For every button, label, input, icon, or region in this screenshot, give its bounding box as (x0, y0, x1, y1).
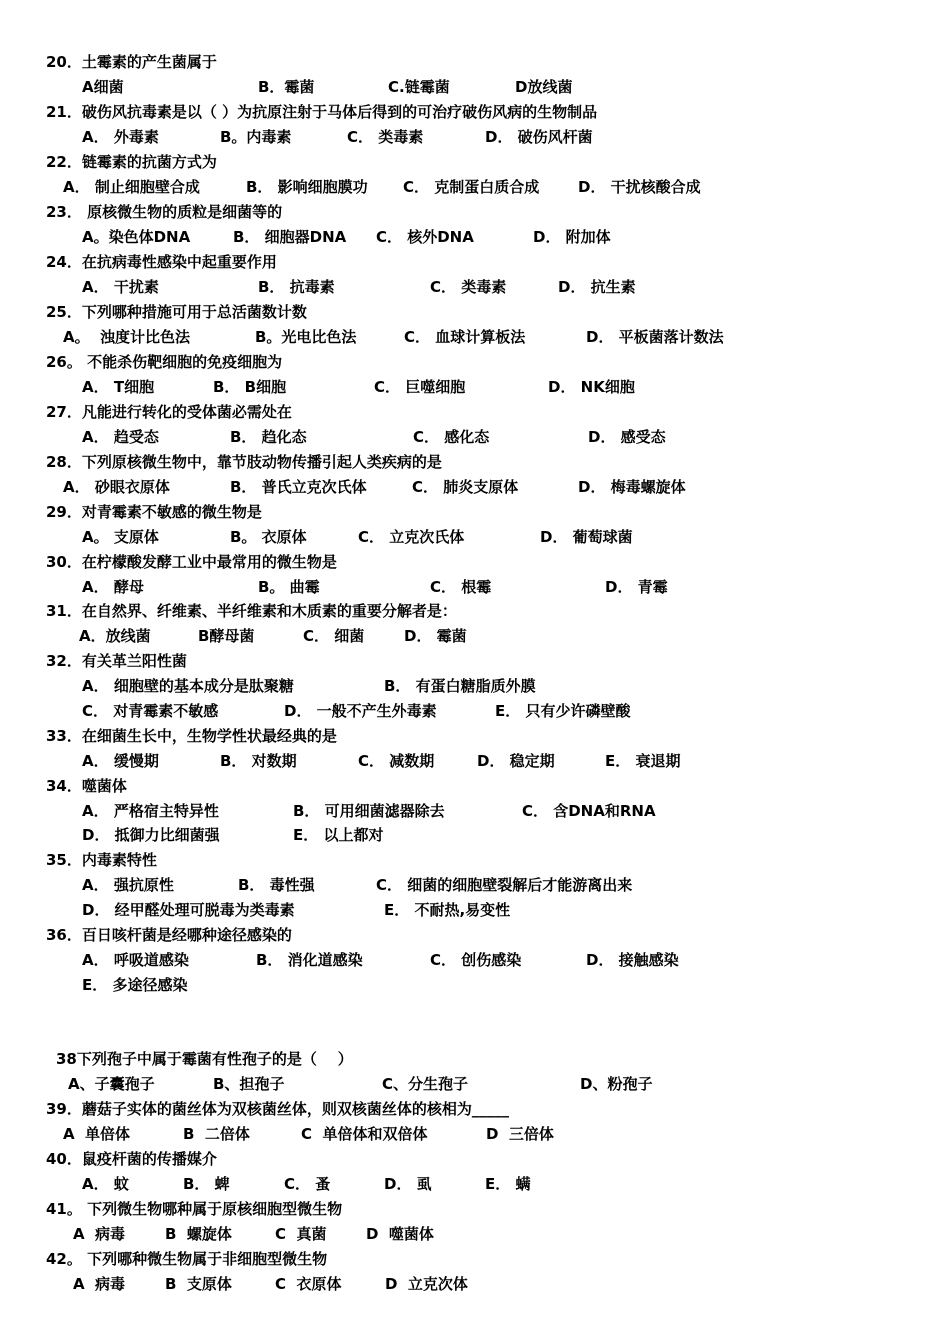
option-b: B． 趋化态 (230, 428, 307, 446)
question-32: 32．有关革兰阳性菌 (46, 652, 187, 670)
question-23-options (0, 227, 950, 247)
option-d: D． 抵御力比细菌强 (82, 826, 220, 844)
option-c: C． 类毒素 (430, 278, 507, 296)
option-b: B。光电比色法 (255, 328, 357, 346)
option-c: C.链霉菌 (388, 78, 450, 96)
option-a: A． 砂眼衣原体 (63, 478, 170, 496)
option-d: D． 平板菌落计数法 (586, 328, 724, 346)
question-39-options (0, 1124, 950, 1144)
option-a: A． 严格宿主特异性 (82, 802, 219, 820)
question-29-options (0, 527, 950, 547)
option-a: A． 缓慢期 (82, 752, 159, 770)
option-b: B 二倍体 (183, 1125, 250, 1143)
option-e: E． 只有少许磷壁酸 (495, 702, 631, 720)
question-21: 21．破伤风抗毒素是以（ ）为抗原注射于马体后得到的可治疗破伤风病的生物制品 (46, 103, 598, 121)
question-25-options (0, 327, 950, 347)
option-d: D． 经甲醛处理可脱毒为类毒素 (82, 901, 295, 919)
option-d: D． 破伤风杆菌 (485, 128, 593, 146)
question-24-options (0, 277, 950, 297)
question-26-options (0, 377, 950, 397)
option-a: A 单倍体 (63, 1125, 131, 1143)
option-c: C． 肺炎支原体 (412, 478, 519, 496)
question-36-options-row-1 (0, 950, 950, 970)
question-40-options (0, 1174, 950, 1194)
question-38: 38下列孢子中属于霉菌有性孢子的是（ ） (56, 1050, 353, 1068)
question-31-options (0, 626, 950, 646)
option-b: B。内毒素 (220, 128, 292, 146)
option-c: C、分生孢子 (382, 1075, 469, 1093)
option-d: D 噬菌体 (366, 1225, 434, 1243)
question-27-options (0, 427, 950, 447)
option-e: E． 以上都对 (293, 826, 384, 844)
option-d: D放线菌 (515, 78, 573, 96)
option-b: B． 细胞器DNA (233, 228, 347, 246)
option-c: C． 克制蛋白质合成 (403, 178, 540, 196)
option-a: A． 强抗原性 (82, 876, 174, 894)
option-a: A。染色体DNA (82, 228, 191, 246)
question-27: 27．凡能进行转化的受体菌必需处在 (46, 403, 292, 421)
option-d: D． 葡萄球菌 (540, 528, 633, 546)
option-b: B．霉菌 (258, 78, 315, 96)
option-a: A． 细胞壁的基本成分是肽聚糖 (82, 677, 294, 695)
option-e: E． 衰退期 (605, 752, 681, 770)
option-b: B 支原体 (165, 1275, 232, 1293)
question-23: 23． 原核微生物的质粒是细菌等的 (46, 203, 283, 221)
option-b: B． 抗毒素 (258, 278, 335, 296)
option-d: D、粉孢子 (580, 1075, 653, 1093)
option-b: B。 曲霉 (258, 578, 320, 596)
option-a: A． 酵母 (82, 578, 144, 596)
option-b: B． 普氏立克次氏体 (230, 478, 367, 496)
option-d: D． 梅毒螺旋体 (578, 478, 686, 496)
question-33-options (0, 751, 950, 771)
question-39: 39．蘑菇子实体的菌丝体为双核菌丝体，则双核菌丝体的核相为_____ (46, 1100, 510, 1118)
option-b: B、担孢子 (213, 1075, 285, 1093)
option-d: D 三倍体 (486, 1125, 554, 1143)
option-d: D． 青霉 (605, 578, 668, 596)
question-36: 36．百日咳杆菌是经哪种途径感染的 (46, 926, 292, 944)
option-a: A．放线菌 (79, 627, 151, 645)
question-32-options-row-1 (0, 676, 950, 696)
option-c: C． 减数期 (358, 752, 435, 770)
option-c: C． 创伤感染 (430, 951, 522, 969)
question-30-options (0, 577, 950, 597)
option-d: D． 虱 (384, 1175, 432, 1193)
option-d: D． 稳定期 (477, 752, 555, 770)
option-c: C． 巨噬细胞 (374, 378, 466, 396)
option-c: C． 立克次氏体 (358, 528, 465, 546)
option-c: C． 根霉 (430, 578, 492, 596)
option-d: D． 感受态 (588, 428, 666, 446)
option-b: B． 可用细菌滤器除去 (293, 802, 445, 820)
question-34-options-row-2 (0, 825, 950, 845)
option-b: B。 衣原体 (230, 528, 307, 546)
option-c: C． 核外DNA (376, 228, 474, 246)
option-c: C． 细菌 (303, 627, 365, 645)
option-a: A、子囊孢子 (68, 1075, 155, 1093)
question-31: 31．在自然界、纤维素、半纤维素和木质素的重要分解者是： (46, 602, 457, 620)
option-b: B． 毒性强 (238, 876, 315, 894)
question-32-options-row-2 (0, 701, 950, 721)
option-d: D． 抗生素 (558, 278, 636, 296)
question-24: 24．在抗病毒性感染中起重要作用 (46, 253, 277, 271)
question-21-options (0, 127, 950, 147)
option-c: C． 类毒素 (347, 128, 424, 146)
question-35-options-row-1 (0, 875, 950, 895)
option-a: A． 呼吸道感染 (82, 951, 189, 969)
question-35: 35．内毒素特性 (46, 851, 157, 869)
option-c: C． 细菌的细胞壁裂解后才能游离出来 (376, 876, 633, 894)
option-a: A． 趋受态 (82, 428, 159, 446)
option-b: B酵母菌 (198, 627, 255, 645)
question-36-options-row-2 (0, 975, 950, 995)
question-28-options (0, 477, 950, 497)
option-e: E． 螨 (485, 1175, 531, 1193)
option-b: B． 蜱 (183, 1175, 230, 1193)
option-d: D． 接触感染 (586, 951, 679, 969)
option-b: B 螺旋体 (165, 1225, 232, 1243)
question-42-options (0, 1274, 950, 1294)
question-20: 20．土霉素的产生菌属于 (46, 53, 217, 71)
option-d: D． NK细胞 (548, 378, 635, 396)
option-b: B． 对数期 (220, 752, 297, 770)
option-c: C 真菌 (275, 1225, 327, 1243)
option-d: D． 霉菌 (404, 627, 467, 645)
option-c: C． 感化态 (413, 428, 490, 446)
option-c: C 衣原体 (275, 1275, 342, 1293)
question-41: 41。 下列微生物哪种属于原核细胞型微生物 (46, 1200, 343, 1218)
question-30: 30．在柠檬酸发酵工业中最常用的微生物是 (46, 553, 337, 571)
question-22: 22．链霉素的抗菌方式为 (46, 153, 217, 171)
question-28: 28．下列原核微生物中，靠节肢动物传播引起人类疾病的是 (46, 453, 442, 471)
option-a: A． 蚊 (82, 1175, 129, 1193)
question-26: 26。 不能杀伤靶细胞的免疫细胞为 (46, 353, 283, 371)
question-38-options (0, 1074, 950, 1094)
option-d: D． 干扰核酸合成 (578, 178, 701, 196)
question-33: 33．在细菌生长中，生物学性状最经典的是 (46, 727, 337, 745)
question-34-options-row-1 (0, 801, 950, 821)
question-35-options-row-2 (0, 900, 950, 920)
option-a: A． 干扰素 (82, 278, 159, 296)
option-a: A。 浊度计比色法 (63, 328, 191, 346)
option-c: C． 对青霉素不敏感 (82, 702, 219, 720)
option-a: A细菌 (82, 78, 124, 96)
option-a: A 病毒 (73, 1225, 126, 1243)
option-a: A． T细胞 (82, 378, 155, 396)
question-34: 34．噬菌体 (46, 777, 127, 795)
option-a: A 病毒 (73, 1275, 126, 1293)
option-a: A． 制止细胞壁合成 (63, 178, 200, 196)
option-c: C． 蚤 (284, 1175, 331, 1193)
option-e: E． 不耐热,易变性 (384, 901, 511, 919)
option-d: D． 一般不产生外毒素 (284, 702, 437, 720)
option-c: C． 血球计算板法 (404, 328, 526, 346)
question-42: 42。 下列哪种微生物属于非细胞型微生物 (46, 1250, 328, 1268)
question-22-options (0, 177, 950, 197)
option-b: B． 影响细胞膜功 (246, 178, 368, 196)
option-b: B． 消化道感染 (256, 951, 363, 969)
question-25: 25．下列哪种措施可用于总活菌数计数 (46, 303, 307, 321)
option-b: B． B细胞 (213, 378, 287, 396)
option-a: A。 支原体 (82, 528, 159, 546)
question-20-options (0, 77, 950, 97)
option-a: A． 外毒素 (82, 128, 159, 146)
option-d: D． 附加体 (533, 228, 611, 246)
question-40: 40．鼠疫杆菌的传播媒介 (46, 1150, 217, 1168)
option-b: B． 有蛋白糖脂质外膜 (384, 677, 536, 695)
option-e: E． 多途径感染 (82, 976, 188, 994)
option-c: C． 含DNA和RNA (522, 802, 656, 820)
option-d: D 立克次体 (385, 1275, 468, 1293)
question-29: 29．对青霉素不敏感的微生物是 (46, 503, 262, 521)
question-41-options (0, 1224, 950, 1244)
option-c: C 单倍体和双倍体 (301, 1125, 428, 1143)
